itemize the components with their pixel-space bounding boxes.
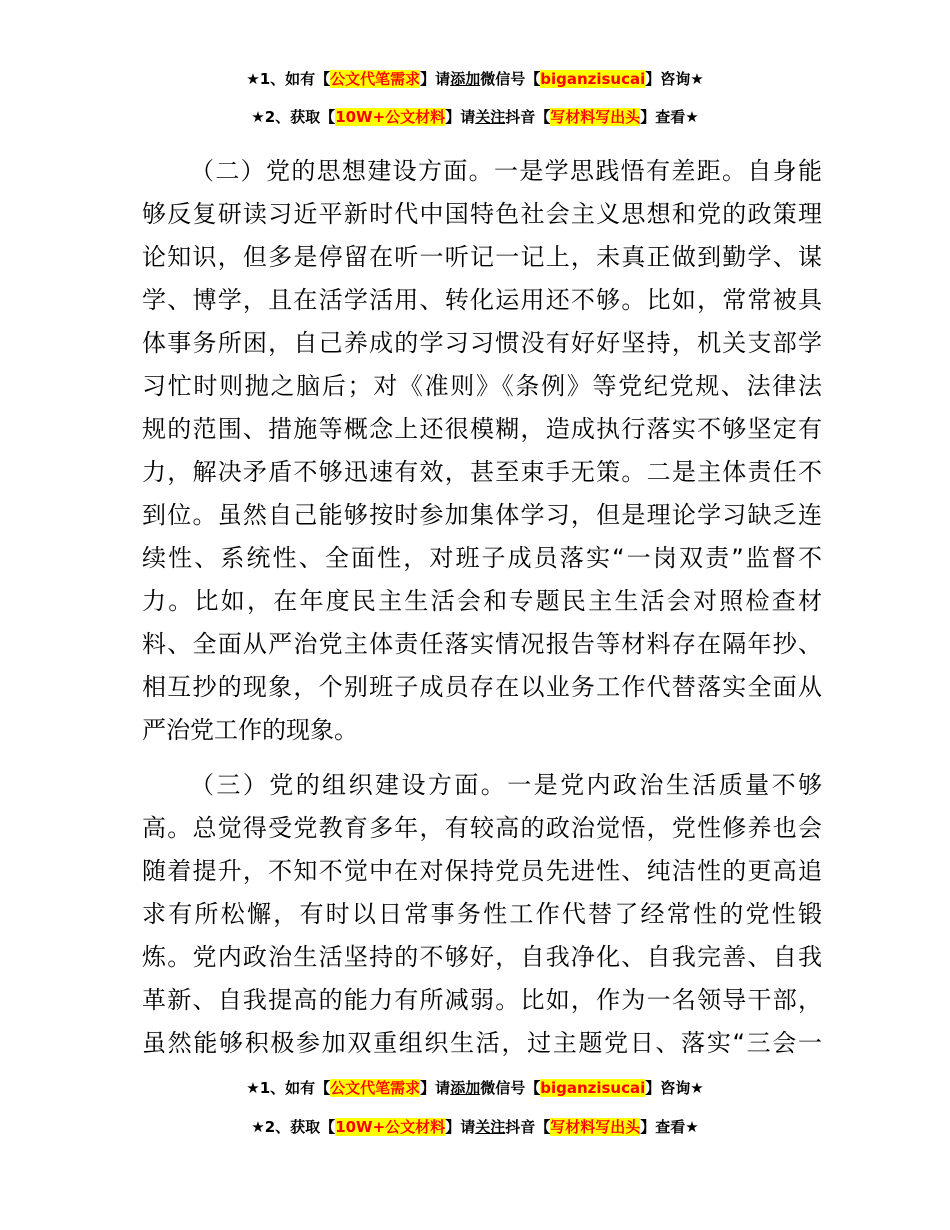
text-line: 续性、系统性、全面性，对班子成员落实“一岗双责”监督不	[142, 544, 822, 572]
text-line: 求有所松懈，有时以日常事务性工作代替了经常性的党性锻	[142, 900, 822, 928]
text-line: 料、全面从严治党主体责任落实情况报告等材料存在隔年抄、	[142, 630, 822, 658]
text-line: 炼。党内政治生活坚持的不够好，自我净化、自我完善、自我	[142, 943, 822, 971]
banner-text: 】请	[420, 70, 451, 88]
banner-suffix: 】查看★	[640, 108, 699, 126]
banner-highlight-douyin-id: 写材料写出头	[550, 108, 641, 126]
header-banner-materials	[0, 106, 950, 128]
banner-highlight-materials: 10W+公文材料	[335, 108, 446, 126]
banner-text: 微信号【	[480, 70, 541, 88]
banner-text: 】请	[445, 108, 476, 126]
document-body	[142, 150, 822, 1065]
banner-highlight-wechat-id: biganzisucai	[540, 1079, 646, 1097]
text-line: （二）党的思想建设方面。一是学思践悟有差距。自身能	[190, 157, 822, 185]
banner-prefix: ★1、如有【	[246, 70, 331, 88]
banner-prefix: ★2、获取【	[251, 1118, 336, 1136]
banner-underline-follow: 关注	[475, 1118, 506, 1136]
banner-underline-follow: 关注	[475, 108, 506, 126]
text-line: 力，解决矛盾不够迅速有效，甚至束手无策。二是主体责任不	[142, 458, 822, 486]
banner-highlight-douyin-id: 写材料写出头	[550, 1118, 641, 1136]
footer-banner-materials	[0, 1116, 950, 1138]
text-line: 到位。虽然自己能够按时参加集体学习，但是理论学习缺乏连	[142, 501, 822, 529]
text-line: 论知识，但多是停留在听一听记一记上，未真正做到勤学、谋	[142, 243, 822, 271]
banner-prefix: ★1、如有【	[246, 1079, 331, 1097]
banner-text: 】请	[445, 1118, 476, 1136]
text-line: 习忙时则抛之脑后；对《准则》《条例》等党纪党规、法律法	[142, 372, 822, 400]
text-line: 够反复研读习近平新时代中国特色社会主义思想和党的政策理	[142, 200, 822, 228]
banner-text: 抖音【	[505, 108, 551, 126]
text-line: 严治党工作的现象。	[142, 716, 358, 744]
paragraph-ideological-building	[142, 150, 822, 752]
paragraph-organizational-building	[142, 764, 822, 1065]
text-line: 力。比如，在年度民主生活会和专题民主生活会对照检查材	[142, 587, 822, 615]
banner-suffix: 】咨询★	[645, 70, 704, 88]
text-line: 学、博学，且在活学活用、转化运用还不够。比如，常常被具	[142, 286, 822, 314]
banner-text: 抖音【	[505, 1118, 551, 1136]
banner-highlight-service: 公文代笔需求	[330, 70, 421, 88]
banner-highlight-wechat-id: biganzisucai	[540, 70, 646, 88]
text-line: 相互抄的现象，个别班子成员存在以业务工作代替落实全面从	[142, 673, 822, 701]
banner-suffix: 】查看★	[640, 1118, 699, 1136]
banner-text: 微信号【	[480, 1079, 541, 1097]
banner-underline-add: 添加	[450, 1079, 481, 1097]
banner-highlight-service: 公文代笔需求	[330, 1079, 421, 1097]
footer-banner-consult	[0, 1077, 950, 1099]
text-line: 虽然能够积极参加双重组织生活，过主题党日、落实“三会一	[142, 1029, 822, 1057]
text-line: 革新、自我提高的能力有所减弱。比如，作为一名领导干部，	[142, 986, 822, 1014]
banner-prefix: ★2、获取【	[251, 108, 336, 126]
banner-underline-add: 添加	[450, 70, 481, 88]
text-line: 规的范围、措施等概念上还很模糊，造成执行落实不够坚定有	[142, 415, 822, 443]
text-line: 随着提升，不知不觉中在对保持党员先进性、纯洁性的更高追	[142, 857, 822, 885]
header-banner-consult	[0, 68, 950, 90]
text-line: （三）党的组织建设方面。一是党内政治生活质量不够	[190, 771, 822, 799]
banner-highlight-materials: 10W+公文材料	[335, 1118, 446, 1136]
banner-suffix: 】咨询★	[645, 1079, 704, 1097]
text-line: 体事务所困，自己养成的学习习惯没有好好坚持，机关支部学	[142, 329, 822, 357]
text-line: 高。总觉得受党教育多年，有较高的政治觉悟，党性修养也会	[142, 814, 822, 842]
banner-text: 】请	[420, 1079, 451, 1097]
